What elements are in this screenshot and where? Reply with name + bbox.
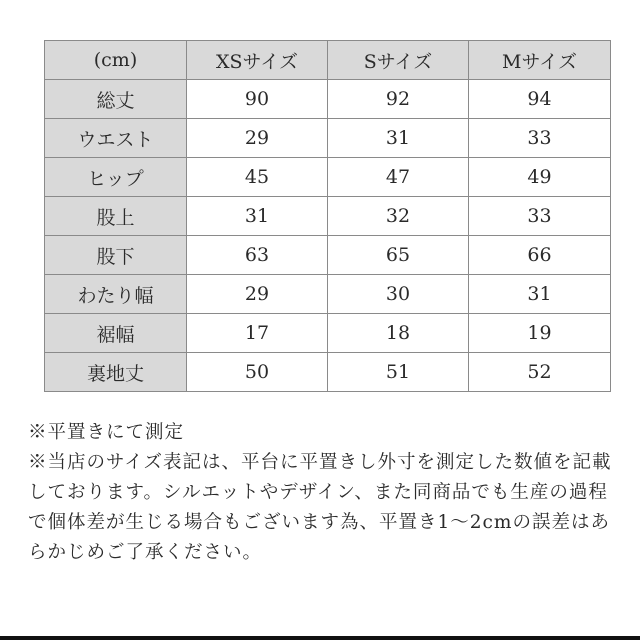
cell-m: 31 bbox=[469, 275, 611, 314]
table-row bbox=[45, 80, 611, 119]
table-row bbox=[45, 197, 611, 236]
row-label: 股下 bbox=[45, 236, 187, 275]
cell-s: 18 bbox=[328, 314, 469, 353]
table-row bbox=[45, 314, 611, 353]
cell-xs: 29 bbox=[187, 275, 328, 314]
table-row bbox=[45, 236, 611, 275]
cell-m: 52 bbox=[469, 353, 611, 392]
cell-m: 66 bbox=[469, 236, 611, 275]
cell-s: 30 bbox=[328, 275, 469, 314]
cell-xs: 63 bbox=[187, 236, 328, 275]
size-table bbox=[44, 40, 611, 392]
row-label: 裾幅 bbox=[45, 314, 187, 353]
cell-m: 19 bbox=[469, 314, 611, 353]
cell-s: 65 bbox=[328, 236, 469, 275]
cell-m: 94 bbox=[469, 80, 611, 119]
header-size-m: Mサイズ bbox=[469, 41, 611, 80]
table-row bbox=[45, 158, 611, 197]
row-label: 総丈 bbox=[45, 80, 187, 119]
table-header-row bbox=[45, 41, 611, 80]
row-label: 股上 bbox=[45, 197, 187, 236]
cell-m: 49 bbox=[469, 158, 611, 197]
header-size-s: Sサイズ bbox=[328, 41, 469, 80]
cell-xs: 17 bbox=[187, 314, 328, 353]
row-label: わたり幅 bbox=[45, 275, 187, 314]
cell-s: 92 bbox=[328, 80, 469, 119]
row-label: ヒップ bbox=[45, 158, 187, 197]
cell-s: 47 bbox=[328, 158, 469, 197]
cell-m: 33 bbox=[469, 197, 611, 236]
header-unit: (cm) bbox=[45, 41, 187, 80]
cell-s: 32 bbox=[328, 197, 469, 236]
row-label: 裏地丈 bbox=[45, 353, 187, 392]
note-size-disclaimer: ※当店のサイズ表記は、平台に平置きし外寸を測定した数値を記載しております。シルエットやデザイン、また同商品でも生産の過程で個体差が生じる場合もございます為、平置き1〜2cmの誤差はあらかじめご了承ください。 bbox=[28, 452, 612, 563]
cell-s: 31 bbox=[328, 119, 469, 158]
row-label: ウエスト bbox=[45, 119, 187, 158]
table-row bbox=[45, 275, 611, 314]
note-flat-measure: ※平置きにて測定 bbox=[28, 422, 185, 443]
cell-xs: 45 bbox=[187, 158, 328, 197]
measurement-notes bbox=[28, 418, 618, 568]
cell-m: 33 bbox=[469, 119, 611, 158]
cell-xs: 31 bbox=[187, 197, 328, 236]
table-row bbox=[45, 353, 611, 392]
table-row bbox=[45, 119, 611, 158]
cell-xs: 29 bbox=[187, 119, 328, 158]
header-size-xs: XSサイズ bbox=[187, 41, 328, 80]
cell-xs: 90 bbox=[187, 80, 328, 119]
bottom-divider bbox=[0, 636, 640, 640]
cell-xs: 50 bbox=[187, 353, 328, 392]
cell-s: 51 bbox=[328, 353, 469, 392]
